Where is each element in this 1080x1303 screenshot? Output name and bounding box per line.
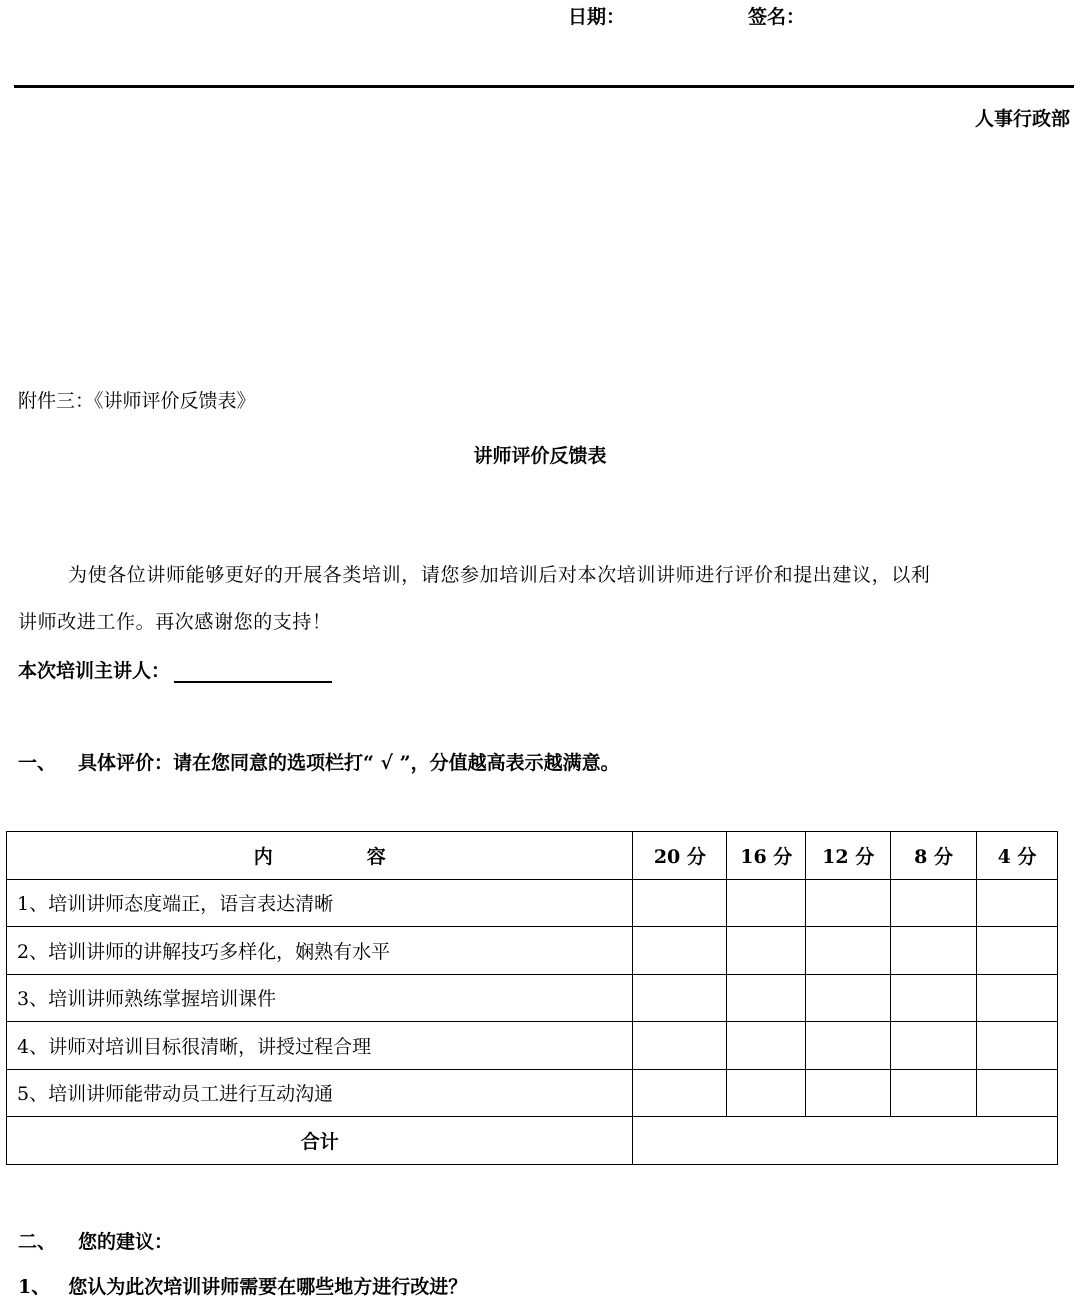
table-row	[7, 927, 1058, 975]
table-row	[7, 879, 1058, 927]
row-item-label: 4、讲师对培训目标很清晰，讲授过程合理	[7, 1022, 633, 1070]
score-cell[interactable]	[633, 1022, 727, 1070]
score-cell[interactable]	[891, 1022, 977, 1070]
row-item-label: 1、培训讲师态度端正，语言表达清晰	[7, 879, 633, 927]
lecturer-field	[18, 656, 332, 683]
form-title: 讲师评价反馈表	[473, 445, 607, 467]
header-content	[7, 832, 633, 880]
header-score-4: 4 分	[977, 832, 1058, 880]
header-divider	[14, 85, 1074, 88]
score-cell[interactable]	[977, 927, 1058, 975]
score-cell[interactable]	[806, 974, 891, 1022]
section-one-heading	[18, 748, 620, 775]
attachment-title: 附件三：《讲师评价反馈表》	[18, 390, 256, 412]
intro-paragraph-line2: 讲师改进工作。再次感谢您的支持！	[18, 611, 332, 633]
row-item-label: 5、培训讲师能带动员工进行互动沟通	[7, 1069, 633, 1117]
intro-paragraph-line1: 为使各位讲师能够更好的开展各类培训，请您参加培训后对本次培训讲师进行评价和提出建议，以利	[68, 564, 931, 586]
section-one-text: 具体评价：请在您同意的选项栏打“ √ ”，分值越高表示越满意。	[78, 752, 620, 774]
section-one-number: 一、	[18, 752, 57, 774]
score-cell[interactable]	[727, 1069, 806, 1117]
evaluation-table	[6, 831, 1058, 1165]
section-two-heading	[18, 1227, 173, 1254]
score-cell[interactable]	[977, 1022, 1058, 1070]
score-cell[interactable]	[977, 879, 1058, 927]
score-cell[interactable]	[633, 974, 727, 1022]
score-cell[interactable]	[633, 879, 727, 927]
score-cell[interactable]	[633, 1069, 727, 1117]
score-cell[interactable]	[977, 974, 1058, 1022]
question-one-text: 您认为此次培训讲师需要在哪些地方进行改进？	[68, 1276, 468, 1298]
total-value-cell[interactable]	[633, 1117, 1058, 1165]
score-cell[interactable]	[891, 974, 977, 1022]
score-cell[interactable]	[806, 927, 891, 975]
total-label: 合计	[7, 1117, 633, 1165]
lecturer-label: 本次培训主讲人：	[18, 660, 171, 682]
score-cell[interactable]	[977, 1069, 1058, 1117]
section-two-text: 您的建议：	[78, 1231, 174, 1253]
row-item-label: 2、培训讲师的讲解技巧多样化，娴熟有水平	[7, 927, 633, 975]
score-cell[interactable]	[806, 1022, 891, 1070]
score-cell[interactable]	[891, 1069, 977, 1117]
table-row	[7, 974, 1058, 1022]
header-score-8: 8 分	[891, 832, 977, 880]
table-row	[7, 1069, 1058, 1117]
section-two-number: 二、	[18, 1231, 57, 1253]
lecturer-blank-line[interactable]	[174, 661, 332, 683]
row-item-label: 3、培训讲师熟练掌握培训课件	[7, 974, 633, 1022]
score-cell[interactable]	[891, 879, 977, 927]
date-label: 日期：	[568, 6, 626, 28]
question-one	[18, 1272, 467, 1299]
score-cell[interactable]	[727, 1022, 806, 1070]
header-score-12: 12 分	[806, 832, 891, 880]
score-cell[interactable]	[727, 974, 806, 1022]
table-header-row	[7, 832, 1058, 880]
score-cell[interactable]	[806, 879, 891, 927]
header-content-label: 内容	[253, 845, 480, 868]
table-total-row	[7, 1117, 1058, 1165]
score-cell[interactable]	[806, 1069, 891, 1117]
department-name: 人事行政部	[974, 108, 1070, 130]
score-cell[interactable]	[891, 927, 977, 975]
score-cell[interactable]	[633, 927, 727, 975]
score-cell[interactable]	[727, 879, 806, 927]
table-row	[7, 1022, 1058, 1070]
score-cell[interactable]	[727, 927, 806, 975]
header-score-20: 20 分	[633, 832, 727, 880]
question-one-number: 1、	[18, 1276, 51, 1298]
header-score-16: 16 分	[727, 832, 806, 880]
signature-label: 签名：	[748, 6, 806, 28]
